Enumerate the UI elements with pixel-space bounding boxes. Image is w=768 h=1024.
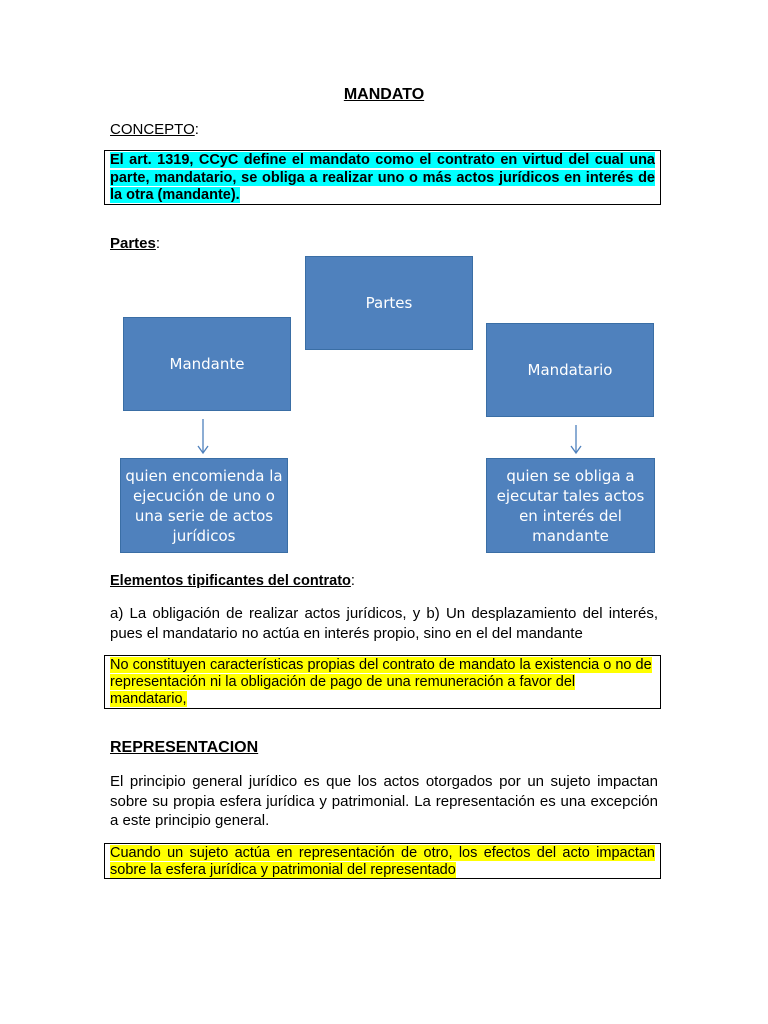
document-title: MANDATO [343,86,425,103]
definition-text: El art. 1319, CCyC define el mandato como el contrato en virtud del cual una parte, mandatario, se obliga a realizar uno o más actos jurídicos en interés de la otra (mandante). [110,152,655,203]
partes-label-text: Partes [110,235,156,252]
definition-box [104,150,661,205]
elementos-text: a) La obligación de realizar actos jurídicos, y b) Un desplazamiento del interés, pues el mandatario no actúa en interés propio, sino en el del mandante [110,605,658,642]
diagram-right-node: Mandatario [486,323,654,417]
partes-label [110,235,160,252]
diagram-left-node: Mandante [123,317,291,411]
partes-colon: : [155,235,161,252]
elementos-label [110,573,355,589]
representacion-heading: REPRESENTACION [110,739,259,756]
right-arrow [566,424,586,456]
concepto-colon: : [194,121,199,138]
representacion-box [104,843,661,879]
elementos-label-text: Elementos tipificantes del contrato [110,573,351,589]
diagram-left-description: quien encomienda la ejecución de uno o una serie de actos jurídicos [120,458,288,553]
note-text: No constituyen características propias del contrato de mandato la existencia o no de representación ni la obligación de pago de una remuneración a favor del mandatario, [110,657,652,707]
representacion-box-text: Cuando un sujeto actúa en representación de otro, los efectos del acto impactan sobre la esfera jurídica y patrimonial del representado [110,845,655,878]
note-box [104,655,661,709]
concepto-label [110,121,199,138]
elementos-colon: : [350,573,355,589]
diagram-right-description: quien se obliga a ejecutar tales actos en interés del mandante [486,458,655,553]
diagram-root-node: Partes [305,256,473,350]
concepto-label-text: CONCEPTO [110,121,195,138]
left-arrow [193,418,213,456]
representacion-text: El principio general jurídico es que los actos otorgados por un sujeto impactan sobre su propia esfera jurídica y patrimonial. La representación es una excepción a este principio general. [110,773,658,829]
